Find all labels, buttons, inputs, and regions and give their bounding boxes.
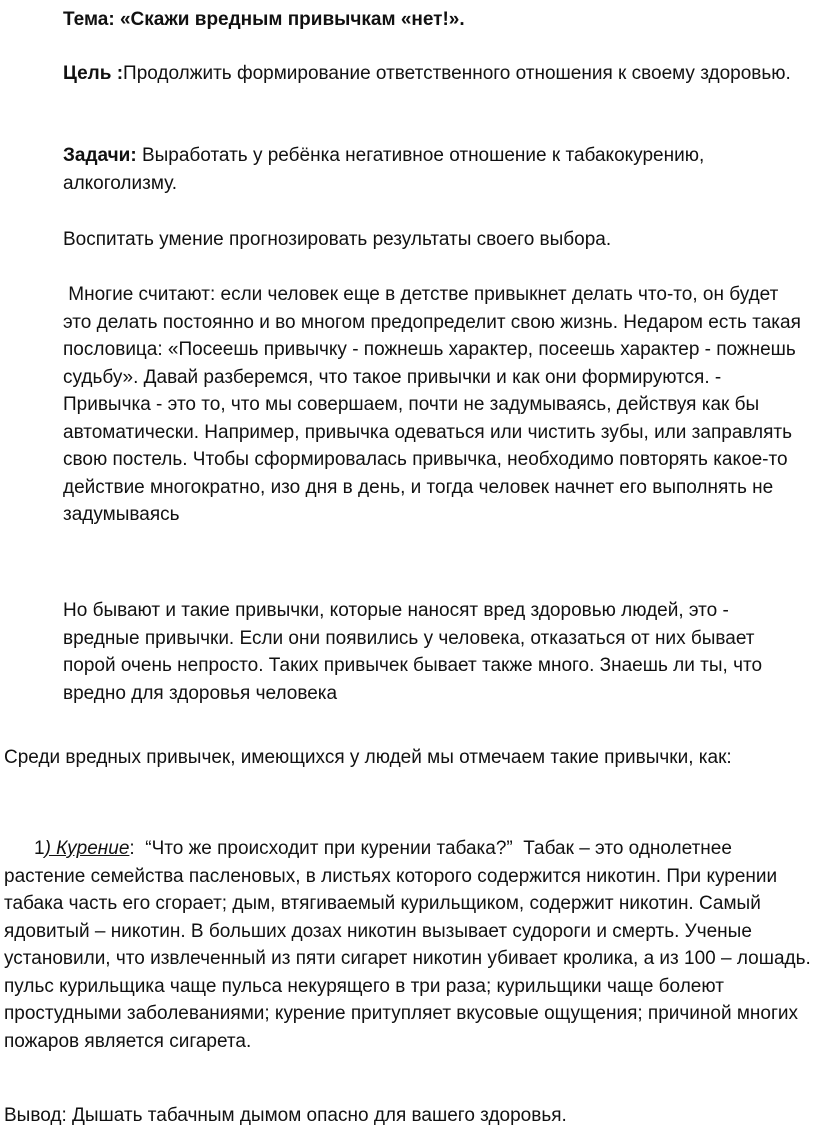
smoking-text: “Что же происходит при курении табака?” Табак – это однолетнее растение семейства пасленовых, в листьях которого содержится никотин. При курении табака часть его сгорает; дым, втягиваемый курильщиком, содержит никотин. Самый ядовитый – никотин. В больших дозах никотин вызывает судороги и смерть. Ученые установили, что извлеченный из пяти сигарет никотин убивает кролика, а из 100 – лошадь. пульс курильщика чаще пульса некурящего в три раза; курильщики чаще болеют простудными заболеваниями; курение притупляет вкусовые ощущения; причиной многих пожаров является сигарета. bbox=[4, 838, 816, 1052]
topic-line bbox=[63, 6, 808, 34]
tasks-paragraph bbox=[63, 142, 808, 197]
topic-label: Тема: bbox=[63, 9, 115, 30]
topic-text: «Скажи вредным привычкам «нет!». bbox=[114, 9, 465, 30]
smoking-number: 1 bbox=[34, 838, 45, 859]
goal-text: Продолжить формирование ответственного отношения к своему здоровью. bbox=[123, 63, 791, 84]
smoking-colon: : bbox=[129, 838, 135, 859]
smoking-heading: ) Курение bbox=[44, 838, 130, 859]
goal-paragraph bbox=[63, 60, 808, 88]
habits-intro-paragraph: Многие считают: если человек еще в детстве привыкнет делать что-то, он будет это делать постоянно и во многом предопределит свою жизнь. Недаром есть такая пословица: «Посеешь привычку - пожнешь характер, посеешь характер - пожнешь судьбу». Давай разберемся, что такое привычки и как они формируются. - Привычка - это то, что мы совершаем, почти не задумываясь, действуя как бы автоматически. Например, привычка одеваться или чистить зубы, или заправлять свою постель. Чтобы сформировалась привычка, необходимо повторять какое-то действие многократно, изо дня в день, и тогда человек начнет его выполнять не задумываясь bbox=[63, 284, 807, 525]
conclusion-line: Вывод: Дышать табачным дымом опасно для вашего здоровья. bbox=[4, 1105, 567, 1126]
harmful-habits-list-intro: Среди вредных привычек, имеющихся у людей мы отмечаем такие привычки, как: bbox=[4, 747, 732, 768]
tasks-text: Выработать у ребёнка негативное отношение к табакокурению, алкоголизму. bbox=[63, 145, 705, 194]
smoking-paragraph bbox=[4, 835, 816, 1055]
harmful-habits-paragraph: Но бывают и такие привычки, которые наносят вред здоровью людей, это - вредные привычки. Если они появились у человека, отказаться от них бывает порой очень непросто. Таких привычек бывает также много. Знаешь ли ты, что вредно для здоровья человека bbox=[63, 600, 763, 704]
tasks-label: Задачи: bbox=[63, 145, 137, 166]
goal-label: Цель : bbox=[63, 63, 124, 84]
task2-paragraph: Воспитать умение прогнозировать результаты своего выбора. bbox=[63, 229, 612, 250]
